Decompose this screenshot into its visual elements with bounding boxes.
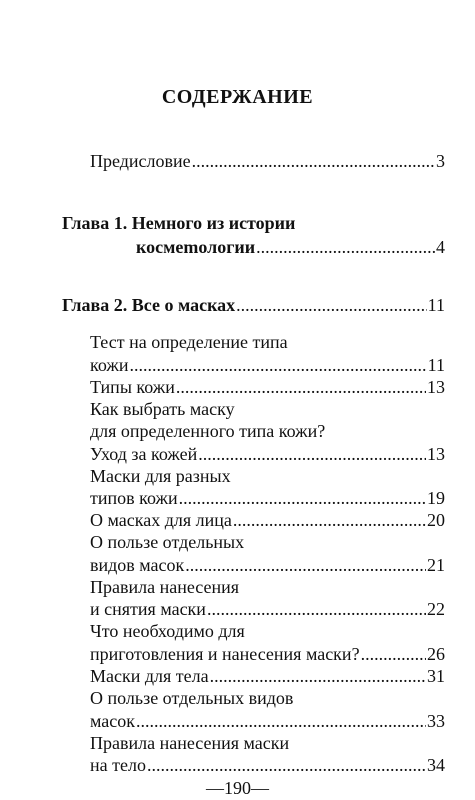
toc-entry-page: 22 [427, 599, 445, 619]
toc-entry-page: 13 [427, 377, 445, 397]
toc-entry-label: Предисловие [90, 151, 191, 171]
toc-entry-skin-test-line-1: Тест на определение типа [90, 332, 288, 352]
toc-entry-label: типов кожи [90, 488, 178, 508]
toc-entry-benefits-line-1: О пользе отдельных [90, 532, 245, 552]
toc-entry-body-benefits-line-1: О пользе отдельных видов [90, 688, 294, 708]
dot-leader [198, 443, 426, 465]
toc-entry-label: приготовления и нанесения маски? [90, 644, 360, 664]
dot-leader [256, 236, 435, 258]
toc-entry-label: Глава 2. Все о масках [62, 295, 236, 315]
toc-chapter-1-line-1: Глава 1. Немного из истории [62, 213, 296, 233]
dot-leader [147, 754, 426, 776]
toc-entry-page: 13 [427, 444, 445, 464]
toc-entry-benefits [90, 554, 445, 576]
toc-entry-label: О масках для лица [90, 510, 232, 530]
toc-chapter-2 [62, 294, 445, 316]
toc-entry-preparation-line-1: Что необходимо для [90, 621, 245, 641]
toc-chapter-1 [136, 236, 445, 258]
toc-entry-face-masks [90, 509, 445, 531]
toc-entry-body-benefits [90, 710, 445, 732]
toc-entry-skin-care [90, 443, 445, 465]
dot-leader [179, 487, 426, 509]
toc-entry-rules-line-1: Правила нанесения [90, 577, 240, 597]
toc-entry-rules [90, 598, 445, 620]
toc-entry-page: 31 [427, 666, 445, 686]
toc-entry-body-rules [90, 754, 445, 776]
dot-leader [207, 598, 426, 620]
page-title: СОДЕРЖАНИЕ [161, 86, 314, 108]
dot-leader [210, 665, 426, 687]
toc-entry-masks-types-line-1: Маски для разных [90, 466, 231, 486]
toc-entry-label: на тело [90, 755, 146, 775]
dot-leader [236, 294, 426, 316]
toc-entry-label: видов масок [90, 555, 185, 575]
toc-entry-body-masks [90, 665, 445, 687]
toc-entry-page: 4 [436, 237, 445, 257]
dot-leader [192, 150, 435, 172]
toc-entry-label: Типы кожи [90, 377, 175, 397]
toc-entry-skin-types [90, 376, 445, 398]
toc-entry-body-rules-line-1: Правила нанесения маски [90, 733, 290, 753]
toc-entry-page: 26 [427, 644, 445, 664]
toc-entry-preface [90, 150, 445, 172]
toc-entry-label: Уход за кожей [90, 444, 198, 464]
toc-entry-choose-mask-line-1: Как выбрать маску [90, 399, 235, 419]
toc-entry-page: 11 [427, 295, 445, 315]
dot-leader [361, 643, 426, 665]
toc-entry-page: 21 [427, 555, 445, 575]
toc-entry-label: масок [90, 711, 135, 731]
toc-entry-page: 11 [427, 355, 445, 375]
toc-entry-label: космеmологии [136, 237, 256, 257]
toc-entry-preparation [90, 643, 445, 665]
dot-leader [129, 354, 426, 376]
dot-leader [233, 509, 426, 531]
toc-entry-choose-mask-line-2: для определенного типа кожи? [90, 421, 326, 441]
dot-leader [136, 710, 426, 732]
toc-entry-skin-test [90, 354, 445, 376]
toc-entry-page: 33 [427, 711, 445, 731]
toc-entry-label: Маски для тела [90, 666, 209, 686]
toc-entry-page: 19 [427, 488, 445, 508]
page-number: —190— [206, 778, 269, 798]
toc-entry-page: 20 [427, 510, 445, 530]
toc-entry-label: кожи [90, 355, 129, 375]
toc-entry-page: 3 [436, 151, 445, 171]
dot-leader [185, 554, 426, 576]
toc-entry-label: и снятия маски [90, 599, 206, 619]
toc-entry-page: 34 [427, 755, 445, 775]
toc-entry-masks-types [90, 487, 445, 509]
dot-leader [176, 376, 426, 398]
